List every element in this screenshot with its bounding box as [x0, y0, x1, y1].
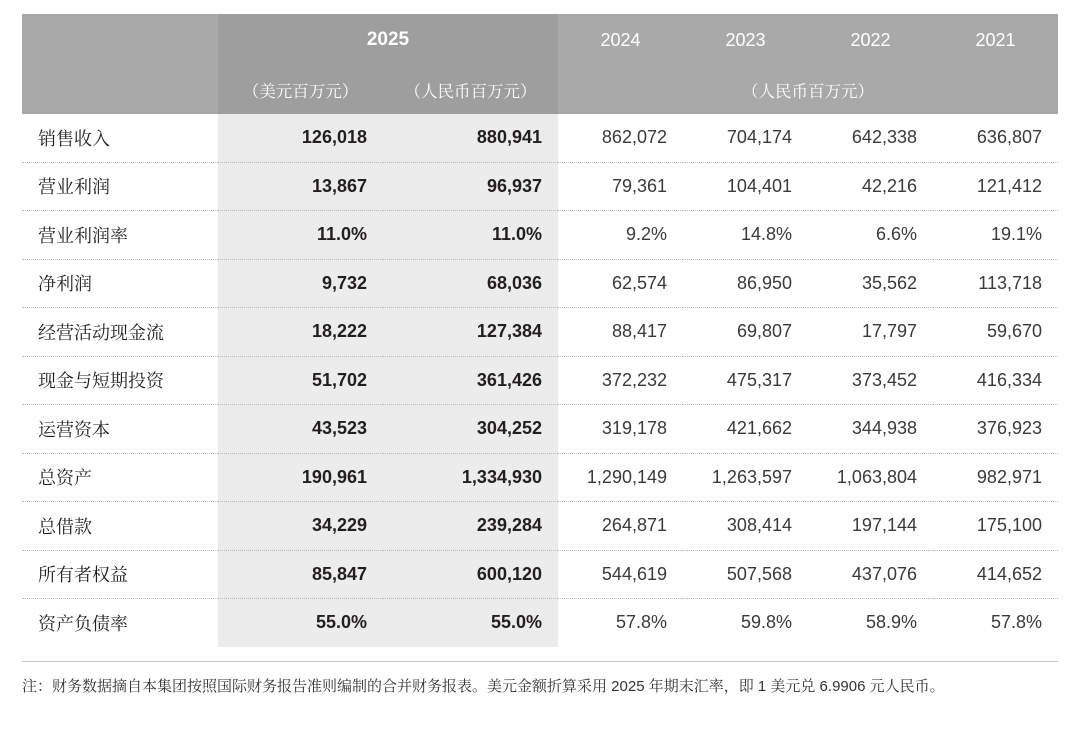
row-2023-value: 507,568 — [683, 550, 808, 599]
header-year-2025: 2025 — [218, 14, 558, 66]
footnote: 注：财务数据摘自本集团按照国际财务报告准则编制的合并财务报表。美元金额折算采用 2025 年期末汇率，即 1 美元兑 6.9906 元人民币。 — [22, 677, 945, 695]
header-year-2022: 2022 — [808, 14, 933, 66]
row-2022-value: 35,562 — [808, 259, 933, 308]
table-header — [22, 14, 1058, 114]
header-corner-cell — [22, 14, 218, 66]
row-2021-value: 414,652 — [933, 550, 1058, 599]
row-label: 现金与短期投资 — [22, 356, 218, 405]
table-row — [22, 356, 1058, 405]
row-2021-value: 19.1% — [933, 211, 1058, 260]
row-usd-value: 51,702 — [218, 356, 383, 405]
header-row-years — [22, 14, 1058, 66]
row-usd-value: 13,867 — [218, 162, 383, 211]
row-label: 总借款 — [22, 502, 218, 551]
row-2024-value: 319,178 — [558, 405, 683, 454]
table-row — [22, 599, 1058, 647]
header-unit-usd: （美元百万元） — [218, 66, 383, 114]
row-usd-value: 11.0% — [218, 211, 383, 260]
row-2022-value: 42,216 — [808, 162, 933, 211]
header-unit-cny-prior-years: （人民币百万元） — [558, 66, 1058, 114]
row-2022-value: 17,797 — [808, 308, 933, 357]
row-label: 净利润 — [22, 259, 218, 308]
row-2021-value: 113,718 — [933, 259, 1058, 308]
row-cny-value: 11.0% — [383, 211, 558, 260]
row-2023-value: 1,263,597 — [683, 453, 808, 502]
row-2024-value: 88,417 — [558, 308, 683, 357]
row-2024-value: 372,232 — [558, 356, 683, 405]
row-2024-value: 79,361 — [558, 162, 683, 211]
row-2024-value: 544,619 — [558, 550, 683, 599]
row-cny-value: 127,384 — [383, 308, 558, 357]
table-row — [22, 502, 1058, 551]
footnote-divider — [22, 661, 1058, 662]
row-2024-value: 862,072 — [558, 114, 683, 162]
row-2021-value: 121,412 — [933, 162, 1058, 211]
row-cny-value: 600,120 — [383, 550, 558, 599]
row-2023-value: 59.8% — [683, 599, 808, 647]
row-2022-value: 1,063,804 — [808, 453, 933, 502]
header-year-2024: 2024 — [558, 14, 683, 66]
row-2024-value: 62,574 — [558, 259, 683, 308]
row-cny-value: 1,334,930 — [383, 453, 558, 502]
row-label: 所有者权益 — [22, 550, 218, 599]
row-label: 营业利润率 — [22, 211, 218, 260]
financial-summary-table — [22, 14, 1058, 647]
row-2021-value: 376,923 — [933, 405, 1058, 454]
row-2024-value: 57.8% — [558, 599, 683, 647]
table-row — [22, 162, 1058, 211]
row-2024-value: 264,871 — [558, 502, 683, 551]
row-label: 资产负债率 — [38, 613, 128, 634]
row-usd-value: 18,222 — [218, 308, 383, 357]
row-label: 总资产 — [22, 453, 218, 502]
row-2021-value: 636,807 — [933, 114, 1058, 162]
row-2022-value: 373,452 — [808, 356, 933, 405]
row-label: 营业利润 — [22, 162, 218, 211]
row-2021-value: 57.8% — [933, 599, 1058, 647]
row-2023-value: 14.8% — [683, 211, 808, 260]
table-row — [22, 550, 1058, 599]
row-cny-value: 68,036 — [383, 259, 558, 308]
row-usd-value: 55.0% — [218, 599, 383, 647]
row-usd-value: 85,847 — [218, 550, 383, 599]
header-year-2021: 2021 — [933, 14, 1058, 66]
row-label: 经营活动现金流 — [22, 308, 218, 357]
row-usd-value: 43,523 — [218, 405, 383, 454]
row-2023-value: 104,401 — [683, 162, 808, 211]
table-body — [22, 114, 1058, 647]
row-2024-value: 9.2% — [558, 211, 683, 260]
row-2021-value: 982,971 — [933, 453, 1058, 502]
table-row — [22, 308, 1058, 357]
row-2022-value: 642,338 — [808, 114, 933, 162]
row-2023-value: 421,662 — [683, 405, 808, 454]
row-usd-value: 9,732 — [218, 259, 383, 308]
table-row — [22, 259, 1058, 308]
row-2023-value: 704,174 — [683, 114, 808, 162]
row-2022-value: 6.6% — [808, 211, 933, 260]
table-row — [22, 211, 1058, 260]
row-usd-value: 190,961 — [218, 453, 383, 502]
header-units-corner — [22, 66, 218, 114]
header-unit-cny-2025: （人民币百万元） — [383, 66, 558, 114]
row-2021-value: 59,670 — [933, 308, 1058, 357]
row-2021-value: 416,334 — [933, 356, 1058, 405]
row-cny-value: 96,937 — [383, 162, 558, 211]
row-2021-value: 175,100 — [933, 502, 1058, 551]
header-row-units — [22, 66, 1058, 114]
row-2023-value: 308,414 — [683, 502, 808, 551]
row-label: 运营资本 — [22, 405, 218, 454]
row-cny-value: 880,941 — [383, 114, 558, 162]
row-2022-value: 344,938 — [808, 405, 933, 454]
row-cny-value: 304,252 — [383, 405, 558, 454]
row-2022-value: 197,144 — [808, 502, 933, 551]
row-label: 销售收入 — [22, 114, 218, 162]
row-2023-value: 69,807 — [683, 308, 808, 357]
row-2022-value: 437,076 — [808, 550, 933, 599]
row-usd-value: 34,229 — [218, 502, 383, 551]
table-row — [22, 453, 1058, 502]
header-year-2023: 2023 — [683, 14, 808, 66]
row-cny-value: 55.0% — [383, 599, 558, 647]
row-usd-value: 126,018 — [218, 114, 383, 162]
row-cny-value: 361,426 — [383, 356, 558, 405]
table-row — [22, 405, 1058, 454]
row-2023-value: 475,317 — [683, 356, 808, 405]
row-2023-value: 86,950 — [683, 259, 808, 308]
table-row — [22, 114, 1058, 162]
row-2024-value: 1,290,149 — [558, 453, 683, 502]
row-2022-value: 58.9% — [808, 599, 933, 647]
row-cny-value: 239,284 — [383, 502, 558, 551]
